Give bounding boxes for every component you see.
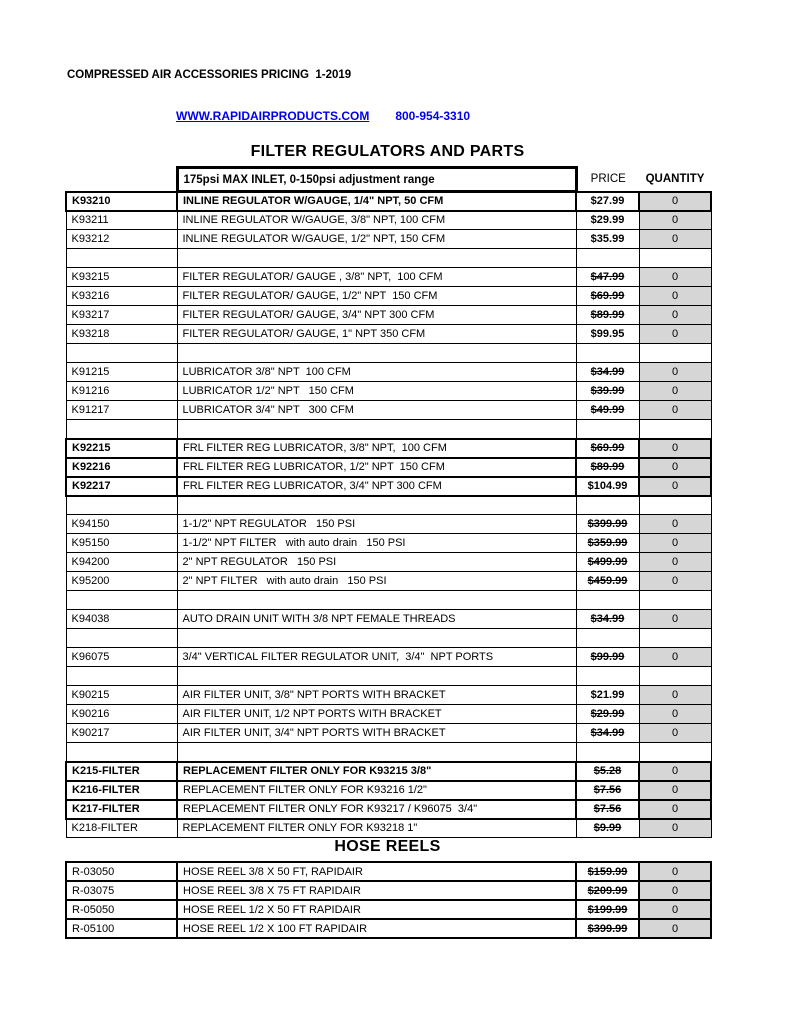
part-id-cell: K215-FILTER [66, 762, 177, 781]
quantity-cell [639, 591, 711, 610]
quantity-cell [639, 249, 711, 268]
quantity-cell [639, 743, 711, 762]
price-cell: $29.99 [576, 211, 639, 230]
section-title-hose-reels: HOSE REELS [334, 838, 441, 855]
product-row [66, 648, 711, 667]
price-cell [576, 629, 639, 648]
description-cell: 2" NPT REGULATOR 150 PSI [177, 553, 576, 572]
part-id-cell [66, 249, 177, 268]
price-cell: $89.99 [576, 458, 639, 477]
quantity-cell[interactable]: 0 [639, 919, 711, 938]
hose-reels-table [65, 861, 712, 939]
document-title: COMPRESSED AIR ACCESSORIES PRICING 1-2019 [67, 69, 352, 81]
description-cell: AIR FILTER UNIT, 3/8" NPT PORTS WITH BRACKET [177, 686, 576, 705]
quantity-cell[interactable]: 0 [639, 800, 711, 819]
description-cell [177, 420, 576, 439]
description-cell: HOSE REEL 1/2 X 100 FT RAPIDAIR [177, 919, 576, 938]
part-id-cell: K94038 [66, 610, 177, 629]
price-cell: $99.95 [576, 325, 639, 344]
part-id-cell: K94200 [66, 553, 177, 572]
description-cell: FILTER REGULATOR/ GAUGE , 3/8" NPT, 100 CFM [177, 268, 576, 287]
part-id-cell: K93210 [66, 192, 177, 211]
description-cell [177, 249, 576, 268]
price-cell [576, 591, 639, 610]
price-cell: $69.99 [576, 287, 639, 306]
price-cell [576, 743, 639, 762]
part-id-cell: K93216 [66, 287, 177, 306]
description-cell [177, 496, 576, 515]
description-cell: INLINE REGULATOR W/GAUGE, 1/2" NPT, 150 CFM [177, 230, 576, 249]
quantity-cell[interactable]: 0 [639, 553, 711, 572]
price-cell: $35.99 [576, 230, 639, 249]
part-id-cell [66, 496, 177, 515]
quantity-cell[interactable]: 0 [639, 724, 711, 743]
quantity-cell[interactable]: 0 [639, 268, 711, 287]
quantity-cell[interactable]: 0 [639, 881, 711, 900]
description-cell: FILTER REGULATOR/ GAUGE, 1/2" NPT 150 CFM [177, 287, 576, 306]
description-cell [177, 667, 576, 686]
quantity-cell [639, 420, 711, 439]
website-link[interactable]: WWW.RAPIDAIRPRODUCTS.COM [176, 109, 370, 123]
quantity-cell[interactable]: 0 [639, 192, 711, 211]
price-cell: $7.56 [576, 800, 639, 819]
price-cell [576, 496, 639, 515]
description-cell [177, 344, 576, 363]
description-cell: LUBRICATOR 1/2" NPT 150 CFM [177, 382, 576, 401]
product-row [66, 900, 711, 919]
price-cell: $499.99 [576, 553, 639, 572]
quantity-cell[interactable]: 0 [639, 363, 711, 382]
part-id-cell [66, 629, 177, 648]
price-cell: $39.99 [576, 382, 639, 401]
price-cell [576, 420, 639, 439]
quantity-cell [639, 667, 711, 686]
description-cell: FRL FILTER REG LUBRICATOR, 1/2" NPT 150 CFM [177, 458, 576, 477]
price-cell: $29.99 [576, 705, 639, 724]
price-cell: $49.99 [576, 401, 639, 420]
part-id-cell [66, 344, 177, 363]
product-row [66, 211, 711, 230]
product-row [66, 762, 711, 781]
part-id-cell: K90217 [66, 724, 177, 743]
price-cell: $27.99 [576, 192, 639, 211]
quantity-cell [639, 496, 711, 515]
price-cell: $7.56 [576, 781, 639, 800]
price-cell: $34.99 [576, 724, 639, 743]
product-row [66, 919, 711, 938]
quantity-cell[interactable]: 0 [639, 819, 711, 838]
description-cell: AIR FILTER UNIT, 1/2 NPT PORTS WITH BRACKET [177, 705, 576, 724]
description-cell: HOSE REEL 1/2 X 50 FT RAPIDAIR [177, 900, 576, 919]
spacer-row [66, 629, 711, 648]
description-cell: REPLACEMENT FILTER ONLY FOR K93217 / K96075 3/4" [177, 800, 576, 819]
quantity-cell[interactable]: 0 [639, 230, 711, 249]
part-id-cell: K217-FILTER [66, 800, 177, 819]
price-cell: $9.99 [576, 819, 639, 838]
product-row [66, 439, 711, 458]
price-cell: $99.99 [576, 648, 639, 667]
product-row [66, 686, 711, 705]
header-spacer-cell [66, 168, 177, 192]
quantity-cell[interactable]: 0 [639, 686, 711, 705]
part-id-cell: K93212 [66, 230, 177, 249]
spacer-row [66, 344, 711, 363]
part-id-cell [66, 591, 177, 610]
product-row [66, 724, 711, 743]
spacer-row [66, 743, 711, 762]
product-row [66, 192, 711, 211]
price-cell: $89.99 [576, 306, 639, 325]
part-id-cell: K91215 [66, 363, 177, 382]
quantity-cell [639, 344, 711, 363]
part-id-cell: K95200 [66, 572, 177, 591]
description-cell: AUTO DRAIN UNIT WITH 3/8 NPT FEMALE THREADS [177, 610, 576, 629]
description-cell [177, 743, 576, 762]
price-cell: $104.99 [576, 477, 639, 496]
product-row [66, 534, 711, 553]
description-cell [177, 591, 576, 610]
price-cell [576, 667, 639, 686]
section-title-filter-regulators: FILTER REGULATORS AND PARTS [250, 143, 525, 160]
contact-line [176, 109, 470, 123]
product-row [66, 610, 711, 629]
part-id-cell: K95150 [66, 534, 177, 553]
product-row [66, 382, 711, 401]
part-id-cell: K90216 [66, 705, 177, 724]
quantity-cell[interactable]: 0 [639, 900, 711, 919]
quantity-cell[interactable]: 0 [639, 477, 711, 496]
part-id-cell: K93211 [66, 211, 177, 230]
quantity-cell[interactable]: 0 [639, 306, 711, 325]
price-cell: $399.99 [576, 919, 639, 938]
table-subheader: 175psi MAX INLET, 0-150psi adjustment range [177, 168, 576, 192]
description-cell: 1-1/2" NPT FILTER with auto drain 150 PSI [177, 534, 576, 553]
phone-number: 800-954-3310 [395, 109, 471, 123]
part-id-cell [66, 667, 177, 686]
price-cell: $69.99 [576, 439, 639, 458]
description-cell: INLINE REGULATOR W/GAUGE, 3/8" NPT, 100 CFM [177, 211, 576, 230]
part-id-cell: K218-FILTER [66, 819, 177, 838]
price-cell: $159.99 [576, 862, 639, 881]
quantity-cell[interactable]: 0 [639, 762, 711, 781]
description-cell: FILTER REGULATOR/ GAUGE, 1" NPT 350 CFM [177, 325, 576, 344]
description-cell: REPLACEMENT FILTER ONLY FOR K93216 1/2" [177, 781, 576, 800]
part-id-cell: K93215 [66, 268, 177, 287]
quantity-cell[interactable]: 0 [639, 325, 711, 344]
price-cell: $21.99 [576, 686, 639, 705]
product-row [66, 781, 711, 800]
product-row [66, 363, 711, 382]
part-id-cell: K93217 [66, 306, 177, 325]
product-row [66, 401, 711, 420]
part-id-cell: R-03050 [66, 862, 177, 881]
part-id-cell: K92215 [66, 439, 177, 458]
description-cell: INLINE REGULATOR W/GAUGE, 1/4" NPT, 50 CFM [177, 192, 576, 211]
description-cell: FRL FILTER REG LUBRICATOR, 3/4" NPT 300 CFM [177, 477, 576, 496]
product-row [66, 572, 711, 591]
spacer-row [66, 591, 711, 610]
spacer-row [66, 667, 711, 686]
quantity-cell[interactable]: 0 [639, 534, 711, 553]
quantity-cell[interactable]: 0 [639, 382, 711, 401]
price-cell: $47.99 [576, 268, 639, 287]
product-row [66, 325, 711, 344]
description-cell: LUBRICATOR 3/8" NPT 100 CFM [177, 363, 576, 382]
product-row [66, 881, 711, 900]
part-id-cell [66, 743, 177, 762]
description-cell: FRL FILTER REG LUBRICATOR, 3/8" NPT, 100 CFM [177, 439, 576, 458]
spacer-row [66, 420, 711, 439]
product-row [66, 862, 711, 881]
product-row [66, 458, 711, 477]
description-cell: 1-1/2" NPT REGULATOR 150 PSI [177, 515, 576, 534]
quantity-cell[interactable]: 0 [639, 648, 711, 667]
description-cell: 3/4" VERTICAL FILTER REGULATOR UNIT, 3/4" NPT PORTS [177, 648, 576, 667]
part-id-cell: K96075 [66, 648, 177, 667]
part-id-cell: K216-FILTER [66, 781, 177, 800]
part-id-cell: R-03075 [66, 881, 177, 900]
product-row [66, 553, 711, 572]
description-cell: LUBRICATOR 3/4" NPT 300 CFM [177, 401, 576, 420]
part-id-cell: K92216 [66, 458, 177, 477]
quantity-cell[interactable]: 0 [639, 515, 711, 534]
filter-regulators-table [65, 166, 712, 838]
description-cell: REPLACEMENT FILTER ONLY FOR K93215 3/8" [177, 762, 576, 781]
price-cell [576, 344, 639, 363]
description-cell: HOSE REEL 3/8 X 75 FT RAPIDAIR [177, 881, 576, 900]
part-id-cell: K92217 [66, 477, 177, 496]
description-cell: HOSE REEL 3/8 X 50 FT, RAPIDAIR [177, 862, 576, 881]
price-cell: $209.99 [576, 881, 639, 900]
part-id-cell: K91216 [66, 382, 177, 401]
quantity-cell[interactable]: 0 [639, 401, 711, 420]
product-row [66, 819, 711, 838]
price-column-header: PRICE [590, 173, 626, 185]
description-cell: AIR FILTER UNIT, 3/4" NPT PORTS WITH BRACKET [177, 724, 576, 743]
price-cell: $34.99 [576, 610, 639, 629]
quantity-cell[interactable]: 0 [639, 862, 711, 881]
quantity-cell[interactable]: 0 [639, 458, 711, 477]
table-header-row [66, 168, 711, 192]
quantity-column-header: QUANTITY [645, 173, 705, 185]
description-cell: 2" NPT FILTER with auto drain 150 PSI [177, 572, 576, 591]
description-cell [177, 629, 576, 648]
quantity-cell[interactable]: 0 [639, 572, 711, 591]
part-id-cell: K90215 [66, 686, 177, 705]
quantity-cell[interactable]: 0 [639, 211, 711, 230]
product-row [66, 268, 711, 287]
part-id-cell: K91217 [66, 401, 177, 420]
product-row [66, 230, 711, 249]
product-row [66, 306, 711, 325]
product-row [66, 477, 711, 496]
description-cell: FILTER REGULATOR/ GAUGE, 3/4" NPT 300 CFM [177, 306, 576, 325]
price-cell: $199.99 [576, 900, 639, 919]
part-id-cell: R-05100 [66, 919, 177, 938]
product-row [66, 705, 711, 724]
spacer-row [66, 249, 711, 268]
price-cell: $34.99 [576, 363, 639, 382]
price-cell: $5.28 [576, 762, 639, 781]
product-row [66, 287, 711, 306]
part-id-cell: K93218 [66, 325, 177, 344]
part-id-cell [66, 420, 177, 439]
part-id-cell: K94150 [66, 515, 177, 534]
price-cell: $459.99 [576, 572, 639, 591]
part-id-cell: R-05050 [66, 900, 177, 919]
description-cell: REPLACEMENT FILTER ONLY FOR K93218 1" [177, 819, 576, 838]
product-row [66, 515, 711, 534]
price-cell: $399.99 [576, 515, 639, 534]
quantity-cell[interactable]: 0 [639, 439, 711, 458]
quantity-cell[interactable]: 0 [639, 287, 711, 306]
spacer-row [66, 496, 711, 515]
price-cell [576, 249, 639, 268]
quantity-cell[interactable]: 0 [639, 705, 711, 724]
quantity-cell[interactable]: 0 [639, 610, 711, 629]
price-cell: $359.99 [576, 534, 639, 553]
product-row [66, 800, 711, 819]
quantity-cell[interactable]: 0 [639, 781, 711, 800]
quantity-cell [639, 629, 711, 648]
